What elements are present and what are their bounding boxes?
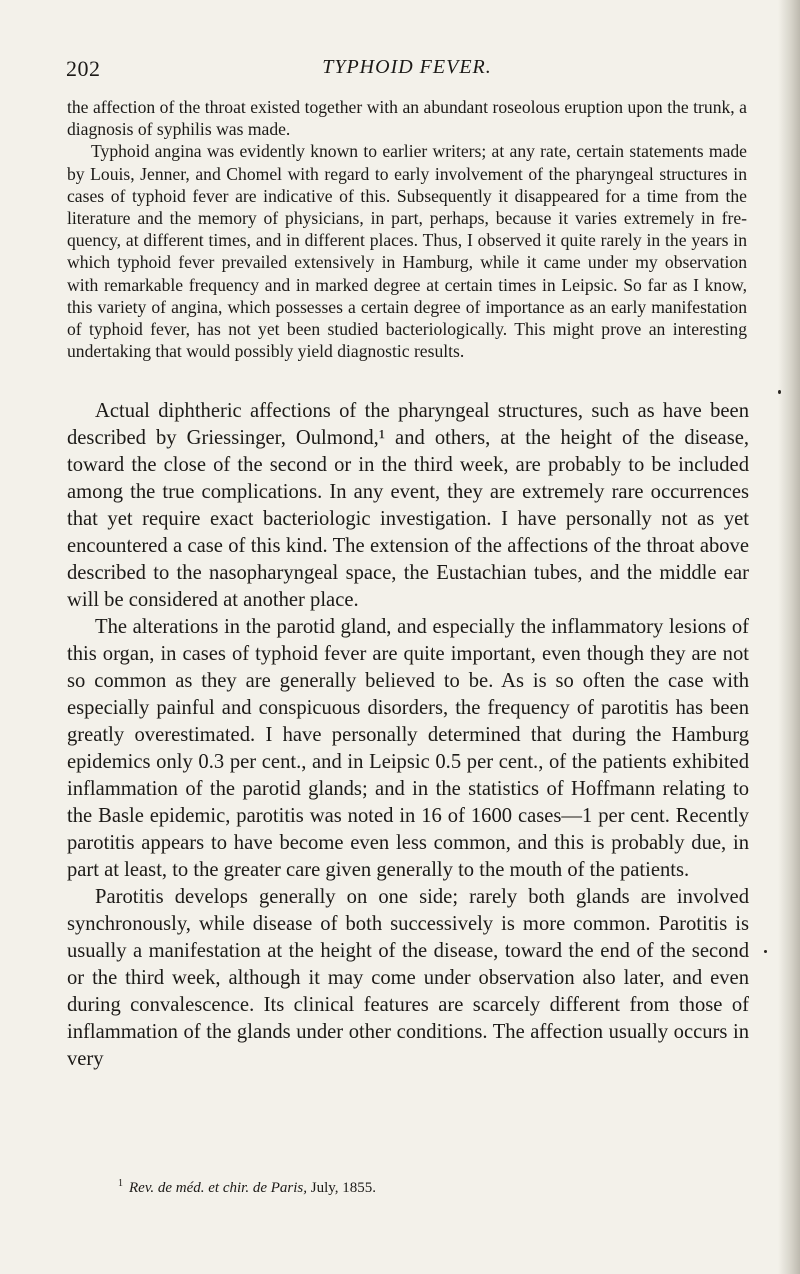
paragraph: Parotitis develops generally on one side; rarely both glands are involved synchronously, while disease of both successively is more common. Parotitis is usually a manifestation at the height of the disease, toward the end of the second or the third week, although it may come under observation also later, and even during convalescence. Its clinical features are scarcely different from those of inflammation of the glands under other conditions. The affection usually occurs in very (67, 886, 749, 1070)
page-header (66, 56, 748, 82)
paragraph: the affection of the throat existed together with an abundant roseolous eruption upon the trunk, a diagnosis of syphilis was made. (67, 97, 747, 140)
paragraph: Typhoid angina was evidently known to earlier writers; at any rate, certain statements made by Louis, Jenner, and Chomel with regard to early involvement of the pharyngeal structures in cases of typhoid fever are indicative of this. Subsequently it disappeared for a time from the literature and the memory of physicians, in part, perhaps, because it varies extremely in frequency, at different times, and in different places. Thus, I observed it quite rarely in the years in which typhoid fever prevailed extensively in Hamburg, while it came under my observation with remarkable frequency and in marked degree at certain times in Leipsic. So far as I know, this variety of angina, which possesses a certain degree of importance as an early manifestation of typhoid fever, has not yet been studied bacteriologically. This might prove an interesting undertaking that would possibly yield diagnostic results. (67, 141, 747, 362)
paragraph: Actual diphtheric affections of the pharyngeal structures, such as have been described by Griessinger, Oulmond,¹ and others, at the height of the disease, toward the close of the second or in the third week, are probably to be included among the true complications. In any event, they are extremely rare occurrences that yet require exact bacteriologic investigation. I have personally not as yet encountered a case of this kind. The extension of the affections of the throat above described to the nasopharyngeal space, the Eustachian tubes, and the middle ear will be considered at another place. (67, 400, 749, 611)
running-head: TYPHOID FEVER. (322, 56, 492, 78)
footnote-journal: Rev. de méd. et chir. de Paris, (129, 1180, 308, 1196)
page-edge-shadow (778, 0, 800, 1274)
main-text-section (67, 398, 749, 1073)
footnote-date: July, 1855. (310, 1180, 377, 1196)
print-speck (764, 950, 767, 953)
footnote-marker: 1 (118, 1178, 123, 1189)
page-number: 202 (66, 56, 101, 81)
small-print-section (67, 96, 747, 362)
paragraph: The alterations in the parotid gland, and especially the inflammatory lesions of this organ, in cases of typhoid fever are quite important, even though they are not so common as they are generally believed to be. As is so often the case with especially painful and conspicuous disorders, the frequency of parotitis has been greatly overestimated. I have personally determined that during the Hamburg epidemics only 0.3 per cent., and in Leipsic 0.5 per cent., of the patients exhibited inflammation of the parotid glands; and in the statistics of Hoffmann relating to the Basle epidemic, parotitis was noted in 16 of 1600 cases—1 per cent. Recently parotitis appears to have become even less common, and this is probably due, in part at least, to the greater care given generally to the mouth of the patients. (67, 616, 749, 881)
print-speck (778, 390, 781, 394)
footnote (118, 1175, 718, 1197)
